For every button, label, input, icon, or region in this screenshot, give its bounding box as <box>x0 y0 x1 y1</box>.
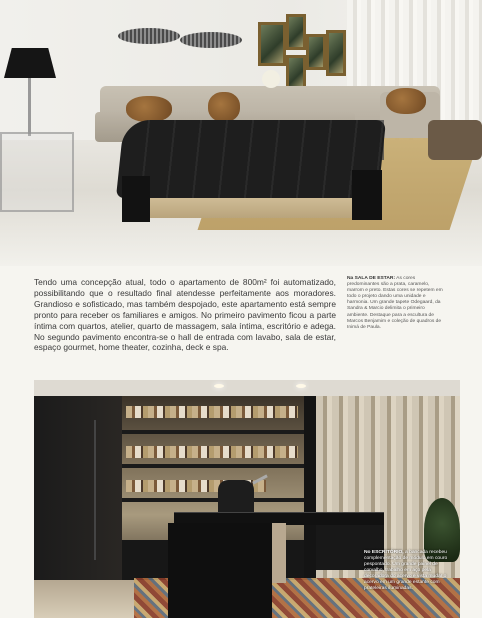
dark-wall <box>34 396 124 582</box>
pillow <box>126 96 172 122</box>
desk-leg <box>272 523 286 583</box>
office-photo <box>34 380 460 618</box>
office-caption <box>364 550 452 592</box>
caption-text: a bancada recebeu complementação de módulo em couro pespontado. Um grande painel de corvalho, trabalho em aço pela decoradora do acervo e vista mudar o acervo em um grande estante com prateleiras iluminadas. <box>364 550 448 591</box>
lamp-shade <box>4 48 56 78</box>
fish-sculpture <box>180 32 242 48</box>
caption-lead: No ESCRITÓRIO, <box>364 550 404 555</box>
ceiling <box>34 380 460 396</box>
pillow <box>386 88 426 114</box>
article-body: Tendo uma concepção atual, todo o apartamento de 800m² foi automatizado, possibilitando que o resultado final atendesse perfeitamente aos moradores. Grandioso e sofisticado, mas também despojado, este apartamento está sempre pronto para receber os familiares e amigos. No primeiro pavimento ficou a parte íntima com quartos, atelier, quarto de massagem, sala íntima, escritório e adega. No segundo pavimento encontra-se o hall de entrada com lavabo, sala de estar, espaço gourmet, home theater, cozinha, deck e spa. <box>34 277 336 353</box>
lamp-pole <box>28 78 31 136</box>
shelf <box>122 464 304 468</box>
painting <box>326 30 346 76</box>
ceiling-light <box>296 384 306 388</box>
flowers <box>262 70 280 88</box>
painting <box>258 22 286 66</box>
chaise-leg <box>352 170 382 220</box>
glass-side-table <box>0 132 74 212</box>
fish-sculpture <box>118 28 180 44</box>
living-room-photo <box>0 0 482 266</box>
black-chaise-lounge <box>116 120 386 198</box>
painting <box>286 14 306 50</box>
desk-base <box>168 523 272 618</box>
caption-lead: Na SALA DE ESTAR: <box>347 276 396 281</box>
painting <box>306 34 326 70</box>
chaise-leg <box>122 176 150 222</box>
pillow <box>208 92 240 122</box>
caption-text: As cores predominantes são a prata, caramelo, marrom e preto. Estas cores se repetem em todo o projeto dando uma unidade e harmonia. Um grande tapete Odegaard, da Sandra & Marcio delimita o primeiro ambiente. Destaque para a escultura de Marcos Benjamim e coleção de quadros de Inimá de Paula. <box>347 276 443 330</box>
shelf <box>122 498 304 502</box>
books <box>126 446 298 458</box>
door <box>94 420 96 560</box>
living-room-caption <box>347 276 443 331</box>
shelf <box>122 430 304 434</box>
armchair <box>428 120 482 160</box>
ceiling-light <box>214 384 224 388</box>
books <box>126 406 298 418</box>
